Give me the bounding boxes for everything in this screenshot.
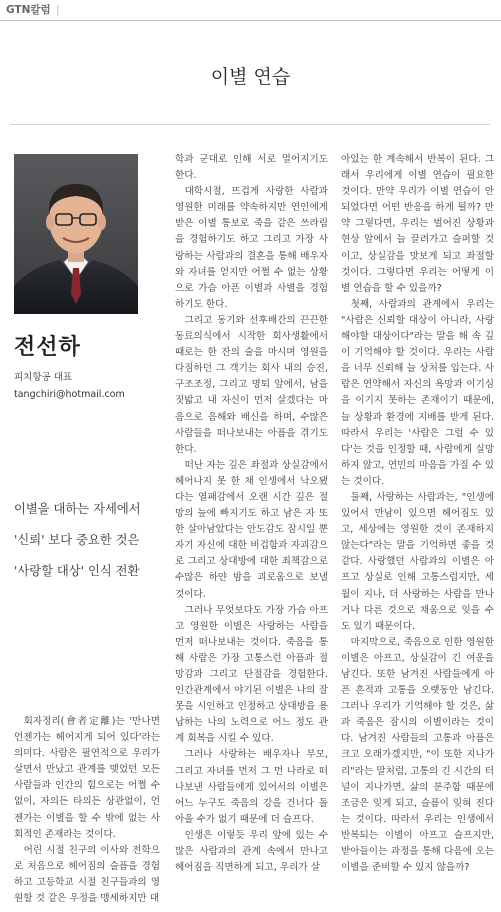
paragraph: 대학시절, 뜨겁게 사랑한 사람과 영원한 미래를 약속하지만 연인에게 받은 이별 통보로 죽을 같은 쓰라림을 경험하기도 하고 그리고 가장 사랑하는 사람과의 결혼을 통해 배우자와 자녀를 얻지만 어쩔 수 없는 상황으로 가슴 아픈 이별과 사별을 경험하기도 한다.: [175, 186, 328, 310]
article-body-column-1: [14, 714, 160, 910]
article-title: 이별 연습: [210, 66, 291, 88]
author-portrait-image: [14, 154, 138, 314]
pull-quote-line: '사랑할 대상' 인식 전환: [14, 564, 140, 578]
paragraph: 둘째, 사랑하는 사람과는, "인생에 있어서 만남이 있으면 헤어짐도 있고, 세상에는 영원한 것이 존재하지 않는다"라는 말을 기억하면 좋을 것 같다. 사랑했던 사람과의 이별은 아프고 상실로 인해 고통스럽지만, 세월이 지나, 더 사랑하는 사람을 만나거나 다른 것으로 채움으로 잊을 수도 있기 때문이다.: [341, 491, 494, 632]
author-role: 피치항공 대표: [14, 372, 73, 383]
header-divider: [0, 20, 501, 21]
pull-quote-line: 이별을 대하는 자세에서: [14, 502, 141, 516]
pull-quote: [14, 494, 159, 587]
paragraph: 마지막으로, 죽음으로 인한 영원한 이별은 아프고, 상실감이 긴 여운을 남긴다. 또한 남겨진 사람들에게 아픈 흔적과 고통을 오랫동안 남긴다. 그러나 우리가 기억해야 할 것은, 삶과 죽음은 잠시의 이별이라는 것이다. 남겨진 사람들의 고통과 아픔은 크고 오래가겠지만, "이 또한 지나가리"라는 말처럼, 고통의 긴 시간의 터널이 지나가면, 삶의 분주함 때문에 조금은 잊게 되고, 슬픔이 잊혀 진다는 것이다. 따라서 우리는 인생에서 반복되는 이별이 아프고 슬프지만, 받아들이는 과정을 통해 다음에 오는 이별을 준비할 수 있지 않을까?: [341, 636, 494, 874]
author-name: 전선하: [14, 335, 81, 360]
author-photo: [14, 154, 138, 314]
paragraph: 그러나 사랑하는 배우자나 부모, 그리고 자녀를 먼저 그 먼 나라로 떠나보낸 사람들에게 있어서의 이별은 어느 누구도 죽음의 강을 건너다 돌아올 수가 없기 때문에 더 슬프다.: [175, 749, 328, 825]
paragraph: 그러나 무엇보다도 가장 가슴 아프고 영원한 이별은 사랑하는 사람을 먼저 떠나보내는 것이다. 죽음을 통해 사람은 가장 고통스런 아픔과 절망감과 그리고 단절감을 경험한다. 인간관계에서 야기된 이별은 나의 잘못을 시인하고 인정하고 상대방을 용납하는 나의 노력으로 어느 정도 관계 회복을 시킬 수 있다.: [175, 604, 328, 745]
pull-quote-line: '신뢰' 보다 중요한 것은: [14, 533, 140, 547]
title-divider: [10, 124, 490, 125]
paragraph: 떠난 자는 깊은 좌절과 상실감에서 헤어나지 못 한 채 인생에서 낙오됐다는 열패감에서 오랜 시간 깊은 절망의 늪에 빠지기도 하고 남은 자 또한 살아남았다는 안도감도 잠시일 뿐 자기 자신에 대한 비겁함과 자괴감으로 그리고 상대방에 대한 죄책감으로 수많은 하얀 밤을 괴로움으로 보낼 것이다.: [175, 459, 328, 600]
paragraph: 그리고 동기와 선후배간의 끈끈한 동료의식에서 시작한 회사생활에서 때로는 한 잔의 술을 마시며 영원을 다짐하던 그 객기는 회사 내의 승진, 구조조정, 그리고 명퇴 앞에서, 남을 짓밟고 내 자신이 먼저 살겠다는 마음으로 음해와 배신을 하며, 수많은 사람들을 떠나보내는 아픔을 겪기도 한다.: [175, 314, 328, 455]
paragraph: 어린 시절 친구의 이사와 전학으로 처음으로 헤어짐의 슬픔을 경험하고 고등학교 시절 친구들과의 영원할 것 같은 우정을 맹세하지만 대: [14, 844, 160, 905]
paragraph: 첫째, 사람과의 관계에서 우리는 "사람은 신뢰할 대상이 아니라, 사랑해야할 대상이다"라는 말을 해 속 깊이 기억해야 할 것이다. 우리는 사람을 너무 신뢰해 늘 상처를 입는다. 사람은 연약해서 자신의 욕망과 이기심을 이기지 못하는 존재이기 때문에, 늘 상황과 환경에 지배를 받게 된다. 따라서 우리는 '사람은 그럴 수 있다'는 것을 인정할 때, 사람에게 실망하지 않고, 연민의 마음을 가질 수 있는 것이다.: [341, 298, 494, 487]
article-body-column-3: [341, 152, 494, 910]
author-email: tangchiri@hotmail.com: [14, 389, 125, 400]
column-brand-header: [6, 2, 60, 17]
brand-separator: |: [56, 4, 60, 16]
paragraph-continued: 아있는 한 계속해서 반복이 된다. 그래서 우리에게 이별 연습이 필요한 것이다. 만약 우리가 이별 연습이 안 되었다면 어떤 반응을 하게 될까? 만약 그렇다면, 우리는 벌어진 상황과 현상 앞에서 늘 끌려가고 슬퍼할 것이고, 상실감을 맛보게 되고 좌절할 것이다. 그렇다면 우리는 어떻게 이별 연습을 할 수 있을까?: [341, 154, 494, 294]
paragraph-continued: 학과 군대로 인해 서로 멀어지기도 한다.: [175, 154, 328, 182]
paragraph: 인생은 이렇듯 우리 앞에 있는 수많은 사람과의 관계 속에서 만나고 헤어짐을 직면하게 되고, 우리가 살: [175, 829, 328, 874]
article-body-column-2: [175, 152, 328, 910]
paragraph: 회자정리(會者定離)는 '만나면 언젠가는 헤어지게 되어 있다'라는 의미다. 사람은 필연적으로 우리가 살면서 만났고 관계를 맺었던 모든 사람들과 인간의 힘으로는 어쩔 수 없이, 자의든 타의든 상관없이, 언젠가는 이별을 할 수 밖에 없는 사회적인 존재라는 것이다.: [14, 716, 160, 840]
column-brand: GTN칼럼: [6, 4, 51, 16]
